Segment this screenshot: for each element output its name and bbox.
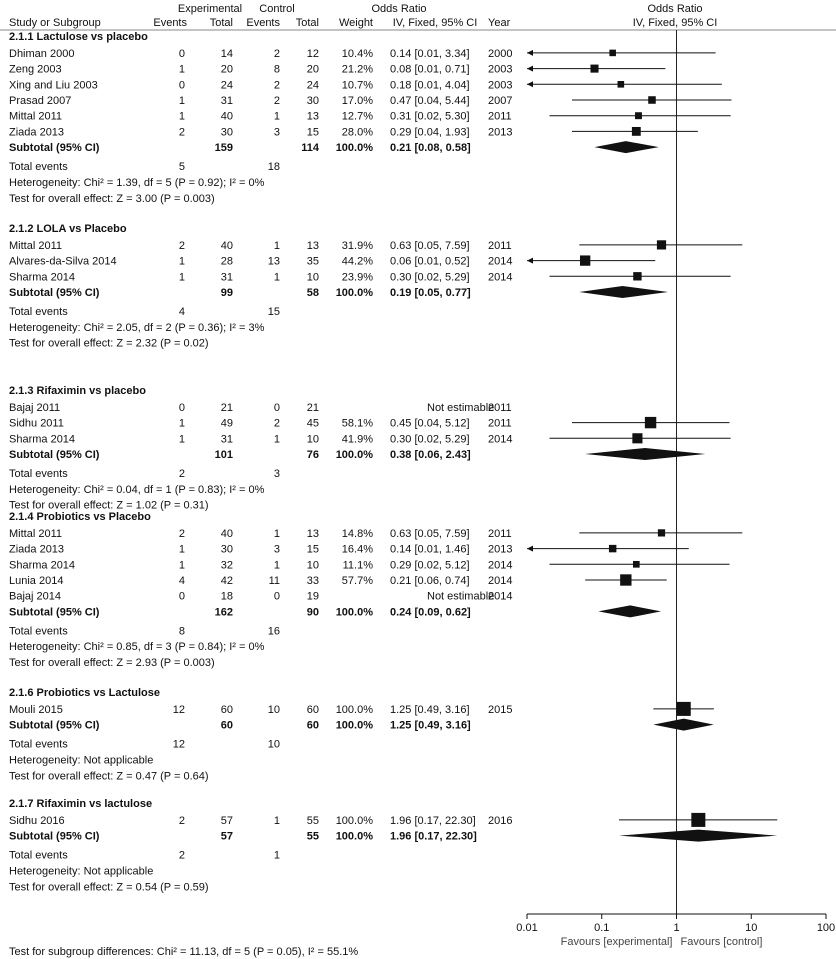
- subtotal-exp-total: 162: [214, 606, 233, 619]
- total-events-label: Total events: [9, 738, 68, 751]
- study-ctrl-total: 13: [306, 239, 319, 252]
- study-year: 2014: [488, 433, 513, 446]
- study-odds-ratio-ci: 0.14 [0.01, 1.46]: [390, 543, 470, 556]
- header-study: Study or Subgroup: [9, 17, 101, 29]
- header-control: Control: [259, 3, 295, 15]
- study-name: Xing and Liu 2003: [9, 79, 98, 92]
- study-exp-total: 14: [220, 47, 233, 60]
- study-year: 2003: [488, 79, 513, 92]
- study-ctrl-total: 20: [306, 63, 319, 76]
- study-point: [648, 96, 656, 104]
- study-weight: 16.4%: [341, 543, 373, 556]
- subtotal-diamond: [595, 141, 659, 153]
- subtotal-label: Subtotal (95% CI): [9, 719, 100, 732]
- study-point: [632, 433, 642, 443]
- header-events-exp: Events: [153, 17, 187, 29]
- study-name: Sharma 2014: [9, 559, 76, 572]
- study-odds-ratio-ci: 0.45 [0.04, 5.12]: [390, 417, 470, 430]
- header-experimental: Experimental: [177, 3, 243, 15]
- study-ctrl-events: 1: [273, 433, 280, 446]
- header-plot-odds-ratio: Odds Ratio: [647, 3, 703, 15]
- subgroup-title: 2.1.4 Probiotics vs Placebo: [9, 511, 151, 523]
- subtotal-exp-total: 101: [214, 449, 233, 461]
- study-ctrl-events: 3: [273, 126, 280, 139]
- total-events-ctrl: 18: [267, 161, 280, 173]
- study-ctrl-events: 1: [273, 271, 280, 284]
- study-ctrl-total: 45: [306, 417, 319, 430]
- study-weight: 14.8%: [341, 527, 373, 540]
- study-point: [632, 127, 641, 136]
- study-exp-total: 40: [220, 527, 233, 540]
- study-point: [633, 561, 640, 568]
- subtotal-exp-total: 159: [214, 142, 233, 155]
- study-ctrl-total: 19: [306, 590, 319, 603]
- study-weight: 58.1%: [341, 417, 373, 430]
- total-events-exp: 8: [178, 625, 185, 638]
- subtotal-weight: 100.0%: [335, 449, 373, 461]
- study-odds-ratio-ci: 1.25 [0.49, 3.16]: [390, 703, 470, 716]
- heterogeneity-text: Heterogeneity: Chi² = 0.04, df = 1 (P = 0.83); I² = 0%: [9, 483, 265, 496]
- subtotal-diamond: [653, 719, 714, 731]
- study-name: Dhiman 2000: [9, 47, 75, 60]
- study-year: 2013: [488, 126, 513, 139]
- study-exp-total: 28: [220, 255, 233, 268]
- study-name: Lunia 2014: [9, 575, 64, 587]
- favours-control-label: Favours [control]: [680, 936, 763, 948]
- study-exp-events: 1: [178, 95, 185, 107]
- study-ctrl-events: 2: [273, 79, 280, 92]
- study-exp-events: 0: [178, 47, 185, 60]
- header-events-ctrl: Events: [246, 17, 280, 29]
- study-point: [691, 813, 705, 827]
- study-name: Bajaj 2011: [9, 401, 61, 414]
- heterogeneity-text: Heterogeneity: Chi² = 0.85, df = 3 (P = 0.84); I² = 0%: [9, 641, 265, 654]
- study-point: [609, 50, 616, 57]
- study-odds-ratio-ci: 1.96 [0.17, 22.30]: [390, 814, 476, 827]
- study-year: 2014: [488, 590, 513, 603]
- study-ctrl-total: 55: [306, 814, 319, 827]
- study-year: 2014: [488, 575, 513, 587]
- study-exp-total: 20: [220, 63, 233, 76]
- total-events-exp: 12: [172, 738, 185, 751]
- study-point: [635, 112, 642, 119]
- subtotal-exp-total: 57: [220, 830, 233, 843]
- study-ctrl-events: 2: [273, 417, 280, 430]
- study-weight: 21.2%: [341, 63, 373, 76]
- header-total-exp: Total: [209, 17, 233, 29]
- study-odds-ratio-ci: 0.63 [0.05, 7.59]: [390, 239, 470, 252]
- study-ctrl-events: 1: [273, 559, 280, 572]
- study-exp-events: 0: [178, 79, 185, 92]
- subtotal-diamond: [619, 830, 777, 842]
- subtotal-diamond: [585, 448, 705, 460]
- study-exp-events: 12: [172, 703, 185, 716]
- study-ctrl-events: 11: [268, 575, 280, 587]
- study-name: Prasad 2007: [9, 95, 72, 107]
- study-odds-ratio-ci: 0.30 [0.02, 5.29]: [390, 433, 470, 446]
- x-tick-label: 0.01: [516, 922, 538, 934]
- ci-left-arrow: [527, 81, 533, 87]
- study-name: Sharma 2014: [9, 433, 76, 446]
- study-exp-total: 40: [220, 239, 233, 252]
- study-year: 2011: [488, 527, 512, 540]
- total-events-exp: 2: [178, 467, 185, 480]
- study-odds-ratio-ci: Not estimable: [427, 401, 495, 414]
- subtotal-odds-ratio-ci: 0.21 [0.08, 0.58]: [390, 142, 471, 155]
- study-weight: 12.7%: [341, 110, 373, 123]
- study-weight: 100.0%: [335, 814, 373, 827]
- study-ctrl-total: 35: [306, 255, 319, 268]
- subtotal-label: Subtotal (95% CI): [9, 830, 100, 843]
- total-events-ctrl: 16: [267, 625, 280, 638]
- subtotal-odds-ratio-ci: 0.24 [0.09, 0.62]: [390, 606, 471, 619]
- total-events-exp: 5: [178, 161, 185, 173]
- study-year: 2011: [488, 110, 512, 123]
- subtotal-ctrl-total: 90: [306, 606, 319, 619]
- study-exp-total: 31: [220, 271, 233, 284]
- header-weight: Weight: [338, 17, 373, 29]
- study-ctrl-total: 15: [306, 543, 319, 556]
- study-ctrl-events: 1: [273, 110, 280, 123]
- x-tick-label: 1: [673, 922, 680, 934]
- total-events-label: Total events: [9, 305, 68, 318]
- subtotal-exp-total: 60: [220, 719, 233, 732]
- study-weight: 100.0%: [335, 703, 373, 716]
- subtotal-weight: 100.0%: [335, 719, 373, 732]
- study-year: 2014: [488, 271, 513, 284]
- study-exp-total: 32: [220, 559, 233, 572]
- study-odds-ratio-ci: 0.21 [0.06, 0.74]: [390, 575, 470, 587]
- header-year: Year: [488, 17, 511, 29]
- study-name: Bajaj 2014: [9, 590, 61, 603]
- subtotal-weight: 100.0%: [335, 287, 373, 299]
- ci-left-arrow: [527, 546, 533, 552]
- subgroup-title: 2.1.3 Rifaximin vs placebo: [9, 385, 146, 397]
- subtotal-weight: 100.0%: [335, 606, 373, 619]
- study-name: Zeng 2003: [9, 63, 62, 76]
- study-exp-total: 31: [220, 433, 233, 446]
- study-odds-ratio-ci: 0.29 [0.02, 5.12]: [390, 559, 470, 572]
- subtotal-ctrl-total: 114: [301, 142, 319, 155]
- overall-effect-text: Test for overall effect: Z = 1.02 (P = 0.31): [9, 499, 209, 512]
- study-exp-total: 31: [220, 95, 233, 107]
- study-year: 2013: [488, 543, 513, 556]
- subtotal-ctrl-total: 55: [306, 830, 319, 843]
- study-ctrl-events: 8: [273, 63, 280, 76]
- subtotal-label: Subtotal (95% CI): [9, 449, 100, 461]
- subtotal-label: Subtotal (95% CI): [9, 142, 100, 155]
- subtotal-odds-ratio-ci: 1.25 [0.49, 3.16]: [390, 719, 471, 732]
- study-exp-events: 4: [178, 575, 185, 587]
- study-year: 2007: [488, 95, 513, 107]
- x-tick-label: 10: [745, 922, 758, 934]
- heterogeneity-text: Heterogeneity: Not applicable: [9, 754, 154, 767]
- total-events-exp: 2: [178, 849, 185, 862]
- subtotal-diamond: [598, 605, 661, 617]
- study-ctrl-events: 10: [267, 703, 280, 716]
- study-year: 2011: [488, 417, 512, 430]
- study-ctrl-total: 30: [306, 95, 319, 107]
- study-weight: 44.2%: [341, 255, 373, 268]
- study-odds-ratio-ci: 0.06 [0.01, 0.52]: [390, 255, 470, 268]
- study-ctrl-total: 13: [306, 527, 319, 540]
- study-exp-total: 40: [220, 110, 233, 123]
- heterogeneity-text: Heterogeneity: Chi² = 2.05, df = 2 (P = 0.36); I² = 3%: [9, 321, 265, 334]
- study-ctrl-events: 1: [273, 527, 280, 540]
- study-odds-ratio-ci: 0.08 [0.01, 0.71]: [390, 63, 470, 76]
- study-ctrl-events: 1: [273, 814, 280, 827]
- study-ctrl-total: 60: [306, 703, 319, 716]
- study-exp-events: 2: [178, 126, 185, 139]
- study-name: Alvares-da-Silva 2014: [9, 255, 117, 268]
- study-ctrl-events: 3: [273, 543, 280, 556]
- study-point: [618, 81, 625, 88]
- study-exp-total: 18: [220, 590, 233, 603]
- study-ctrl-total: 21: [306, 401, 319, 414]
- study-point: [658, 529, 665, 536]
- study-weight: 17.0%: [341, 95, 373, 107]
- subtotal-ctrl-total: 58: [306, 287, 319, 299]
- heterogeneity-text: Heterogeneity: Not applicable: [9, 865, 154, 878]
- study-point: [620, 574, 631, 585]
- subgroup-title: 2.1.7 Rifaximin vs lactulose: [9, 798, 153, 810]
- x-tick-label: 100: [816, 922, 836, 934]
- study-weight: 57.7%: [341, 575, 373, 587]
- overall-effect-text: Test for overall effect: Z = 2.32 (P = 0.02): [9, 337, 209, 350]
- study-exp-events: 2: [178, 239, 185, 252]
- subtotal-weight: 100.0%: [335, 142, 373, 155]
- study-point: [677, 702, 691, 716]
- study-exp-events: 1: [178, 559, 185, 572]
- study-ctrl-events: 13: [267, 255, 280, 268]
- subtotal-ctrl-total: 76: [306, 449, 319, 461]
- study-exp-events: 0: [178, 590, 185, 603]
- overall-effect-text: Test for overall effect: Z = 0.54 (P = 0.59): [9, 881, 209, 894]
- study-ctrl-total: 10: [306, 271, 319, 284]
- study-ctrl-events: 2: [273, 95, 280, 107]
- study-point: [609, 545, 616, 552]
- study-name: Sidhu 2011: [9, 417, 64, 430]
- study-ctrl-events: 0: [273, 401, 280, 414]
- total-events-ctrl: 1: [273, 849, 280, 862]
- study-exp-events: 1: [178, 255, 185, 268]
- study-year: 2014: [488, 559, 513, 572]
- study-ctrl-total: 10: [306, 559, 319, 572]
- study-exp-total: 42: [220, 575, 233, 587]
- subgroup-differences-text: Test for subgroup differences: Chi² = 11.13, df = 5 (P = 0.05), I² = 55.1%: [9, 946, 359, 958]
- study-point: [633, 272, 641, 280]
- study-odds-ratio-ci: 0.31 [0.02, 5.30]: [390, 110, 470, 123]
- study-ctrl-total: 10: [306, 433, 319, 446]
- study-weight: 31.9%: [341, 239, 373, 252]
- study-name: Sharma 2014: [9, 271, 76, 284]
- study-name: Ziada 2013: [9, 126, 65, 139]
- study-odds-ratio-ci: 0.63 [0.05, 7.59]: [390, 527, 470, 540]
- study-name: Mittal 2011: [9, 527, 62, 540]
- study-year: 2003: [488, 63, 513, 76]
- study-ctrl-events: 1: [273, 239, 280, 252]
- study-exp-total: 60: [220, 703, 233, 716]
- study-year: 2011: [488, 401, 512, 414]
- study-exp-total: 24: [220, 79, 233, 92]
- study-ctrl-events: 0: [273, 590, 280, 603]
- study-year: 2014: [488, 255, 513, 268]
- study-odds-ratio-ci: Not estimable: [427, 590, 495, 603]
- study-odds-ratio-ci: 0.47 [0.04, 5.44]: [390, 95, 470, 107]
- study-exp-events: 1: [178, 271, 185, 284]
- study-exp-events: 1: [178, 63, 185, 76]
- study-exp-total: 57: [220, 814, 233, 827]
- study-year: 2016: [488, 814, 513, 827]
- study-weight: 11.1%: [342, 559, 373, 572]
- study-weight: 10.4%: [341, 47, 373, 60]
- study-name: Sidhu 2016: [9, 814, 65, 827]
- study-exp-events: 1: [178, 417, 185, 430]
- overall-effect-text: Test for overall effect: Z = 0.47 (P = 0.64): [9, 770, 209, 783]
- subtotal-odds-ratio-ci: 0.38 [0.06, 2.43]: [390, 449, 471, 461]
- subtotal-weight: 100.0%: [335, 830, 373, 843]
- total-events-exp: 4: [178, 305, 185, 318]
- study-exp-events: 1: [178, 110, 185, 123]
- subtotal-odds-ratio-ci: 1.96 [0.17, 22.30]: [390, 830, 477, 843]
- study-exp-events: 2: [178, 527, 185, 540]
- study-exp-total: 21: [220, 401, 233, 414]
- subtotal-ctrl-total: 60: [306, 719, 319, 732]
- study-ctrl-events: 2: [273, 47, 280, 60]
- ci-left-arrow: [527, 66, 533, 72]
- study-ctrl-total: 13: [306, 110, 319, 123]
- study-odds-ratio-ci: 0.29 [0.04, 1.93]: [390, 126, 470, 139]
- study-exp-events: 2: [178, 814, 185, 827]
- study-weight: 10.7%: [341, 79, 373, 92]
- study-point: [657, 240, 666, 249]
- overall-effect-text: Test for overall effect: Z = 2.93 (P = 0.003): [9, 657, 215, 670]
- total-events-label: Total events: [9, 467, 68, 480]
- study-exp-total: 30: [220, 126, 233, 139]
- subgroup-title: 2.1.2 LOLA vs Placebo: [9, 223, 127, 235]
- study-weight: 23.9%: [341, 271, 373, 284]
- subgroup-title: 2.1.6 Probiotics vs Lactulose: [9, 687, 161, 699]
- header-odds-ratio: Odds Ratio: [371, 3, 427, 15]
- study-ctrl-total: 12: [306, 47, 319, 60]
- study-ctrl-total: 15: [306, 126, 319, 139]
- study-name: Mouli 2015: [9, 703, 63, 716]
- study-point: [590, 65, 598, 73]
- header-plot-method: IV, Fixed, 95% CI: [632, 17, 718, 29]
- study-exp-events: 0: [178, 401, 185, 414]
- study-odds-ratio-ci: 0.18 [0.01, 4.04]: [390, 79, 470, 92]
- favours-experimental-label: Favours [experimental]: [560, 936, 673, 948]
- study-name: Mittal 2011: [9, 239, 62, 252]
- header-total-ctrl: Total: [295, 17, 319, 29]
- ci-left-arrow: [527, 258, 533, 264]
- study-year: 2000: [488, 47, 513, 60]
- total-events-ctrl: 10: [267, 738, 280, 751]
- study-odds-ratio-ci: 0.30 [0.02, 5.29]: [390, 271, 470, 284]
- subtotal-diamond: [579, 286, 668, 298]
- subtotal-label: Subtotal (95% CI): [9, 287, 100, 299]
- total-events-label: Total events: [9, 849, 68, 862]
- subtotal-exp-total: 99: [220, 287, 233, 299]
- study-ctrl-total: 33: [306, 575, 319, 587]
- study-weight: 28.0%: [341, 126, 373, 139]
- total-events-ctrl: 3: [273, 467, 280, 480]
- heterogeneity-text: Heterogeneity: Chi² = 1.39, df = 5 (P = 0.92); I² = 0%: [9, 176, 265, 189]
- total-events-label: Total events: [9, 161, 68, 173]
- study-exp-total: 30: [220, 543, 233, 556]
- ci-left-arrow: [527, 50, 533, 56]
- study-year: 2015: [488, 703, 513, 716]
- total-events-ctrl: 15: [267, 305, 280, 318]
- study-point: [580, 255, 590, 265]
- total-events-label: Total events: [9, 625, 68, 638]
- subtotal-label: Subtotal (95% CI): [9, 606, 100, 619]
- study-name: Ziada 2013: [9, 543, 65, 556]
- study-odds-ratio-ci: 0.14 [0.01, 3.34]: [390, 47, 470, 60]
- study-point: [645, 417, 656, 428]
- study-ctrl-total: 24: [306, 79, 319, 92]
- header-or-method: IV, Fixed, 95% CI: [392, 17, 478, 29]
- study-exp-events: 1: [178, 433, 185, 446]
- subgroup-title: 2.1.1 Lactulose vs placebo: [9, 31, 148, 43]
- overall-effect-text: Test for overall effect: Z = 3.00 (P = 0.003): [9, 192, 215, 205]
- study-name: Mittal 2011: [9, 110, 62, 123]
- study-year: 2011: [488, 239, 512, 252]
- subtotal-odds-ratio-ci: 0.19 [0.05, 0.77]: [390, 287, 471, 299]
- x-tick-label: 0.1: [594, 922, 610, 934]
- study-exp-events: 1: [178, 543, 185, 556]
- study-exp-total: 49: [220, 417, 233, 430]
- study-weight: 41.9%: [341, 433, 373, 446]
